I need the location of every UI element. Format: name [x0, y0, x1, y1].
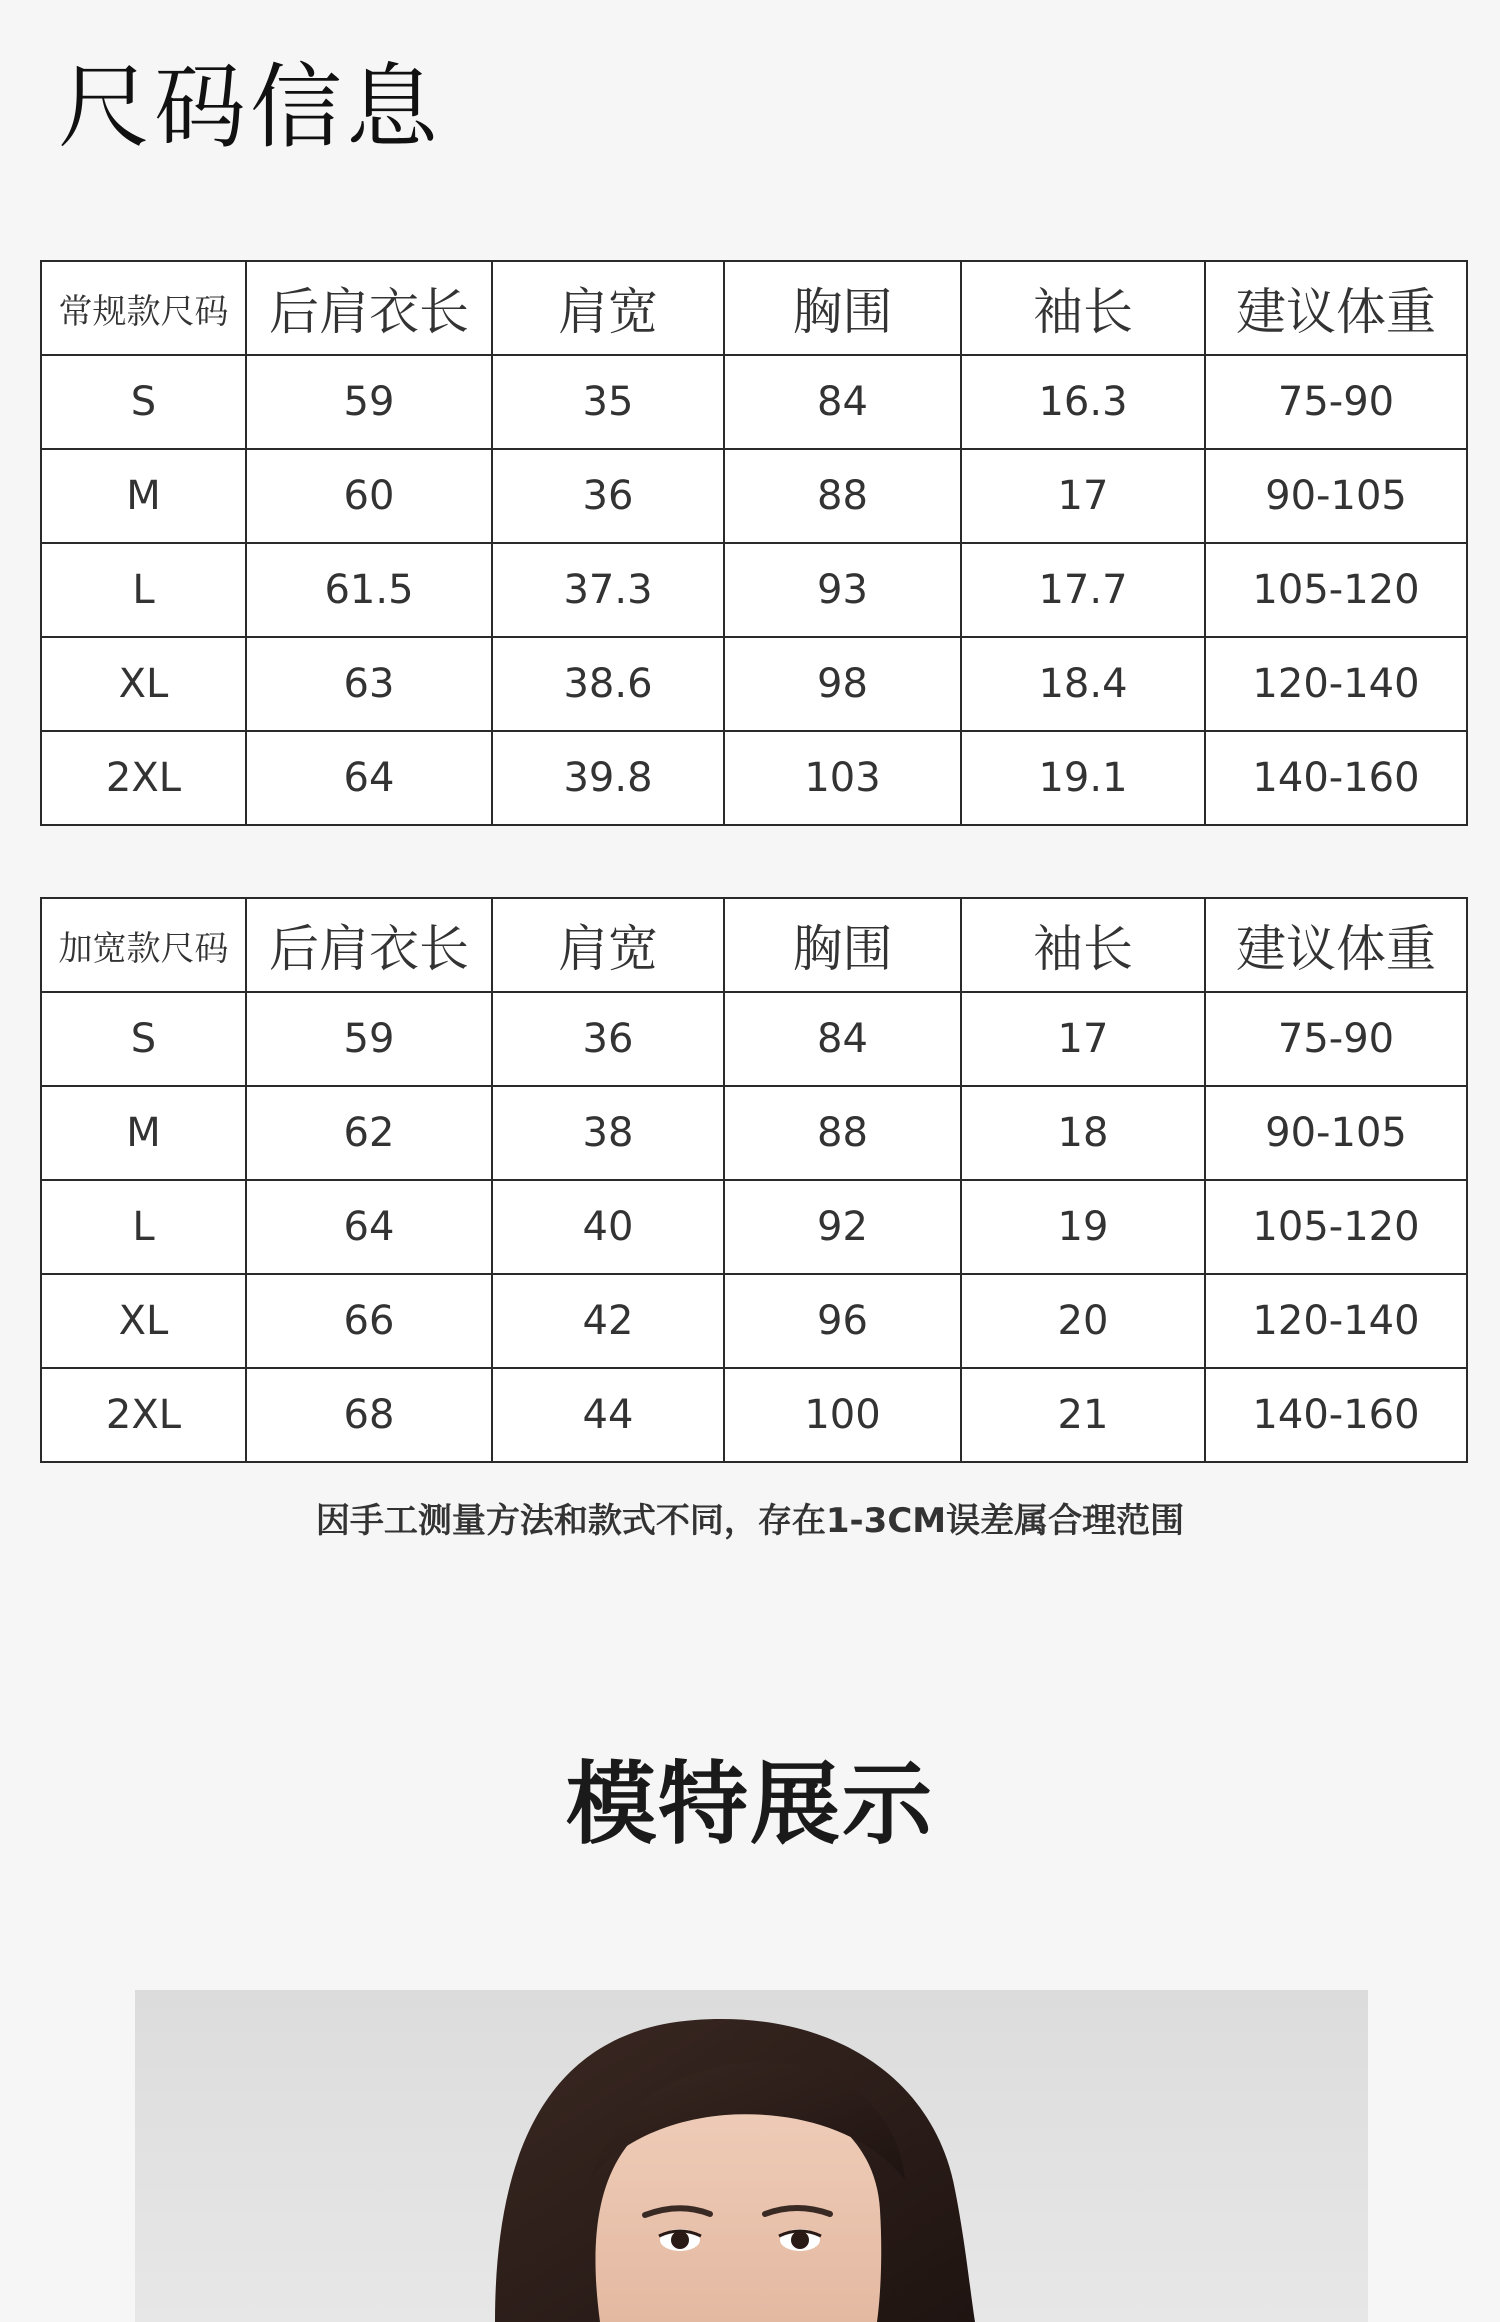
- wide-size-table: [40, 897, 1468, 1463]
- table-cell: S: [41, 355, 246, 449]
- table-cell: 93: [724, 543, 961, 637]
- table-cell: 62: [246, 1086, 492, 1180]
- table-cell: 60: [246, 449, 492, 543]
- table-cell: 38: [492, 1086, 724, 1180]
- table-header-cell: 常规款尺码: [41, 261, 246, 355]
- measurement-note: 因手工测量方法和款式不同，存在1-3CM误差属合理范围: [315, 1501, 1185, 1541]
- table-cell: 75-90: [1205, 992, 1467, 1086]
- table-cell: 59: [246, 992, 492, 1086]
- table-cell: 140-160: [1205, 731, 1467, 825]
- table-header-cell: 加宽款尺码: [41, 898, 246, 992]
- table-cell: 17: [961, 992, 1205, 1086]
- table-cell: 38.6: [492, 637, 724, 731]
- table-cell: 120-140: [1205, 1274, 1467, 1368]
- table-header-row: [41, 898, 1467, 992]
- table-header-cell: 袖长: [961, 898, 1205, 992]
- table-cell: 21: [961, 1368, 1205, 1462]
- table-cell: 40: [492, 1180, 724, 1274]
- table-cell: 105-120: [1205, 543, 1467, 637]
- table-cell: 17: [961, 449, 1205, 543]
- table-cell: 88: [724, 1086, 961, 1180]
- table-cell: 105-120: [1205, 1180, 1467, 1274]
- table-cell: 59: [246, 355, 492, 449]
- table-cell: 18.4: [961, 637, 1205, 731]
- table-cell: 36: [492, 992, 724, 1086]
- table-cell: XL: [41, 637, 246, 731]
- table-cell: 120-140: [1205, 637, 1467, 731]
- table-cell: 84: [724, 992, 961, 1086]
- table-cell: 61.5: [246, 543, 492, 637]
- table-cell: 90-105: [1205, 449, 1467, 543]
- table-cell: S: [41, 992, 246, 1086]
- table-cell: 18: [961, 1086, 1205, 1180]
- table-cell: 42: [492, 1274, 724, 1368]
- table-cell: 88: [724, 449, 961, 543]
- table-cell: 17.7: [961, 543, 1205, 637]
- table-header-cell: 建议体重: [1205, 898, 1467, 992]
- table-cell: 16.3: [961, 355, 1205, 449]
- table-cell: 2XL: [41, 1368, 246, 1462]
- table-row: [41, 731, 1467, 825]
- table-header-cell: 胸围: [724, 898, 961, 992]
- table-cell: 44: [492, 1368, 724, 1462]
- table-row: [41, 1274, 1467, 1368]
- size-info-title: 尺码信息: [58, 54, 443, 161]
- table-row: [41, 1368, 1467, 1462]
- table-row: [41, 543, 1467, 637]
- table-header-cell: 袖长: [961, 261, 1205, 355]
- table-cell: L: [41, 543, 246, 637]
- model-photo: [135, 1990, 1368, 2322]
- table-header-row: [41, 261, 1467, 355]
- table-cell: 64: [246, 731, 492, 825]
- table-cell: 2XL: [41, 731, 246, 825]
- regular-size-table: [40, 260, 1468, 826]
- table-cell: 35: [492, 355, 724, 449]
- table-cell: 20: [961, 1274, 1205, 1368]
- table-header-cell: 肩宽: [492, 261, 724, 355]
- table-cell: 140-160: [1205, 1368, 1467, 1462]
- table-cell: M: [41, 449, 246, 543]
- table-cell: 96: [724, 1274, 961, 1368]
- table-header-cell: 后肩衣长: [246, 898, 492, 992]
- table-cell: 19: [961, 1180, 1205, 1274]
- table-cell: 98: [724, 637, 961, 731]
- table-cell: XL: [41, 1274, 246, 1368]
- table-cell: 63: [246, 637, 492, 731]
- table-cell: L: [41, 1180, 246, 1274]
- table-cell: 103: [724, 731, 961, 825]
- table-row: [41, 637, 1467, 731]
- table-cell: 36: [492, 449, 724, 543]
- table-row: [41, 1180, 1467, 1274]
- table-cell: 19.1: [961, 731, 1205, 825]
- table-header-cell: 建议体重: [1205, 261, 1467, 355]
- table-cell: 64: [246, 1180, 492, 1274]
- table-cell: 39.8: [492, 731, 724, 825]
- table-header-cell: 胸围: [724, 261, 961, 355]
- table-row: [41, 1086, 1467, 1180]
- table-cell: 37.3: [492, 543, 724, 637]
- table-header-cell: 后肩衣长: [246, 261, 492, 355]
- table-cell: 68: [246, 1368, 492, 1462]
- table-cell: 75-90: [1205, 355, 1467, 449]
- table-cell: 66: [246, 1274, 492, 1368]
- table-row: [41, 355, 1467, 449]
- table-cell: 92: [724, 1180, 961, 1274]
- table-cell: 84: [724, 355, 961, 449]
- model-section-title: 模特展示: [566, 1752, 934, 1857]
- table-row: [41, 449, 1467, 543]
- table-row: [41, 992, 1467, 1086]
- table-cell: 90-105: [1205, 1086, 1467, 1180]
- table-header-cell: 肩宽: [492, 898, 724, 992]
- table-cell: M: [41, 1086, 246, 1180]
- table-cell: 100: [724, 1368, 961, 1462]
- model-portrait-illustration: [135, 1990, 1368, 2322]
